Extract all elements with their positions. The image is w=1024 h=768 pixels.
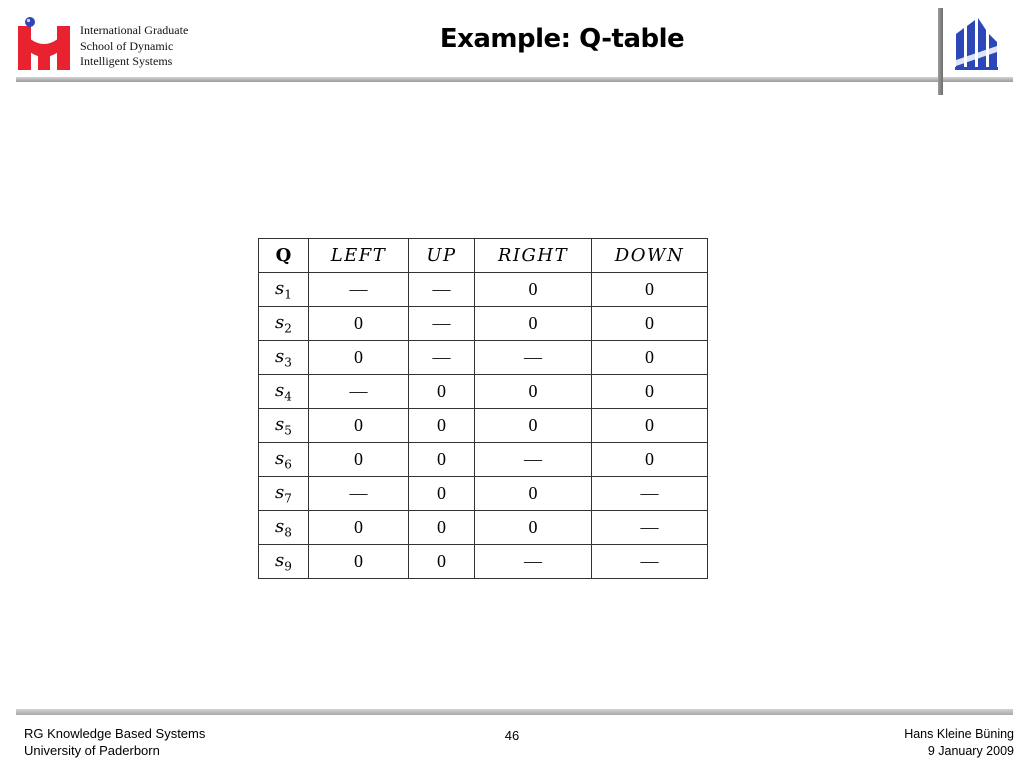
table-row [259, 341, 708, 375]
state-index: 4 [284, 389, 292, 404]
q-value-cell: 0 [592, 375, 708, 409]
q-value-cell: 0 [409, 443, 475, 477]
q-value-cell: 0 [309, 511, 409, 545]
state-index: 1 [284, 287, 292, 302]
footer-date: 9 January 2009 [927, 744, 1014, 758]
state-label [259, 341, 309, 375]
q-value-cell: 0 [309, 307, 409, 341]
q-table [258, 238, 708, 579]
table-corner-header: Q [259, 239, 309, 273]
q-value-cell: — [592, 545, 708, 579]
state-label [259, 273, 309, 307]
table-row [259, 307, 708, 341]
q-value-cell: 0 [409, 545, 475, 579]
state-symbol: s [275, 277, 285, 299]
footer-right [904, 726, 1014, 760]
column-header-right: RIGHT [475, 239, 592, 273]
state-index: 2 [284, 321, 292, 336]
q-value-cell: 0 [592, 443, 708, 477]
q-value-cell: — [409, 341, 475, 375]
table-header-row [259, 239, 708, 273]
q-value-cell: — [592, 477, 708, 511]
q-value-cell: 0 [309, 341, 409, 375]
q-value-cell: — [409, 307, 475, 341]
footer-divider [16, 709, 1013, 715]
state-index: 3 [284, 355, 292, 370]
footer-author: Hans Kleine Büning [904, 727, 1014, 741]
state-symbol: s [275, 447, 285, 469]
table-body [259, 273, 708, 579]
q-value-cell: 0 [475, 375, 592, 409]
q-value-cell: — [475, 443, 592, 477]
state-index: 9 [284, 559, 292, 574]
q-value-cell: 0 [592, 307, 708, 341]
q-value-cell: — [475, 545, 592, 579]
state-symbol: s [275, 311, 285, 333]
q-value-cell: — [409, 273, 475, 307]
q-value-cell: 0 [309, 409, 409, 443]
table-row [259, 511, 708, 545]
state-symbol: s [275, 515, 285, 537]
table-row [259, 409, 708, 443]
column-header-down: DOWN [592, 239, 708, 273]
q-value-cell: — [475, 341, 592, 375]
q-value-cell: 0 [409, 409, 475, 443]
column-header-up: UP [409, 239, 475, 273]
q-value-cell: 0 [309, 545, 409, 579]
state-symbol: s [275, 549, 285, 571]
table-row [259, 545, 708, 579]
state-label [259, 477, 309, 511]
state-label [259, 409, 309, 443]
q-value-cell: 0 [409, 375, 475, 409]
state-symbol: s [275, 413, 285, 435]
state-index: 8 [284, 525, 292, 540]
q-value-cell: — [309, 273, 409, 307]
q-value-cell: 0 [475, 409, 592, 443]
q-value-cell: — [309, 375, 409, 409]
state-index: 5 [284, 423, 292, 438]
footer-university: University of Paderborn [24, 743, 160, 758]
q-value-cell: 0 [475, 477, 592, 511]
q-value-cell: 0 [475, 511, 592, 545]
page-number: 46 [504, 728, 520, 743]
slide-title: Example: Q-table [439, 24, 685, 54]
q-value-cell: — [592, 511, 708, 545]
state-index: 6 [284, 457, 292, 472]
state-symbol: s [275, 379, 285, 401]
footer-group-name: RG Knowledge Based Systems [24, 726, 206, 741]
table-row [259, 443, 708, 477]
header-vertical-bar [938, 8, 943, 95]
q-value-cell: 0 [409, 477, 475, 511]
state-symbol: s [275, 481, 285, 503]
state-index: 7 [284, 491, 292, 506]
state-symbol: s [275, 345, 285, 367]
university-logo [953, 16, 999, 71]
org-name-line: Intelligent Systems [80, 54, 173, 68]
table-row [259, 375, 708, 409]
table-row [259, 477, 708, 511]
state-label [259, 307, 309, 341]
state-label [259, 511, 309, 545]
org-name-line: International Graduate [80, 23, 189, 37]
footer-left [24, 725, 205, 759]
column-header-left: LEFT [309, 239, 409, 273]
q-value-cell: 0 [592, 273, 708, 307]
state-label [259, 443, 309, 477]
q-value-cell: 0 [475, 307, 592, 341]
header-divider [16, 77, 1013, 82]
igs-logo [16, 16, 72, 72]
state-label [259, 375, 309, 409]
q-value-cell: — [309, 477, 409, 511]
q-value-cell: 0 [592, 341, 708, 375]
table-row [259, 273, 708, 307]
q-value-cell: 0 [592, 409, 708, 443]
org-name-line: School of Dynamic [80, 38, 174, 53]
state-label [259, 545, 309, 579]
q-value-cell: 0 [309, 443, 409, 477]
org-name [80, 23, 188, 70]
q-value-cell: 0 [475, 273, 592, 307]
q-value-cell: 0 [409, 511, 475, 545]
